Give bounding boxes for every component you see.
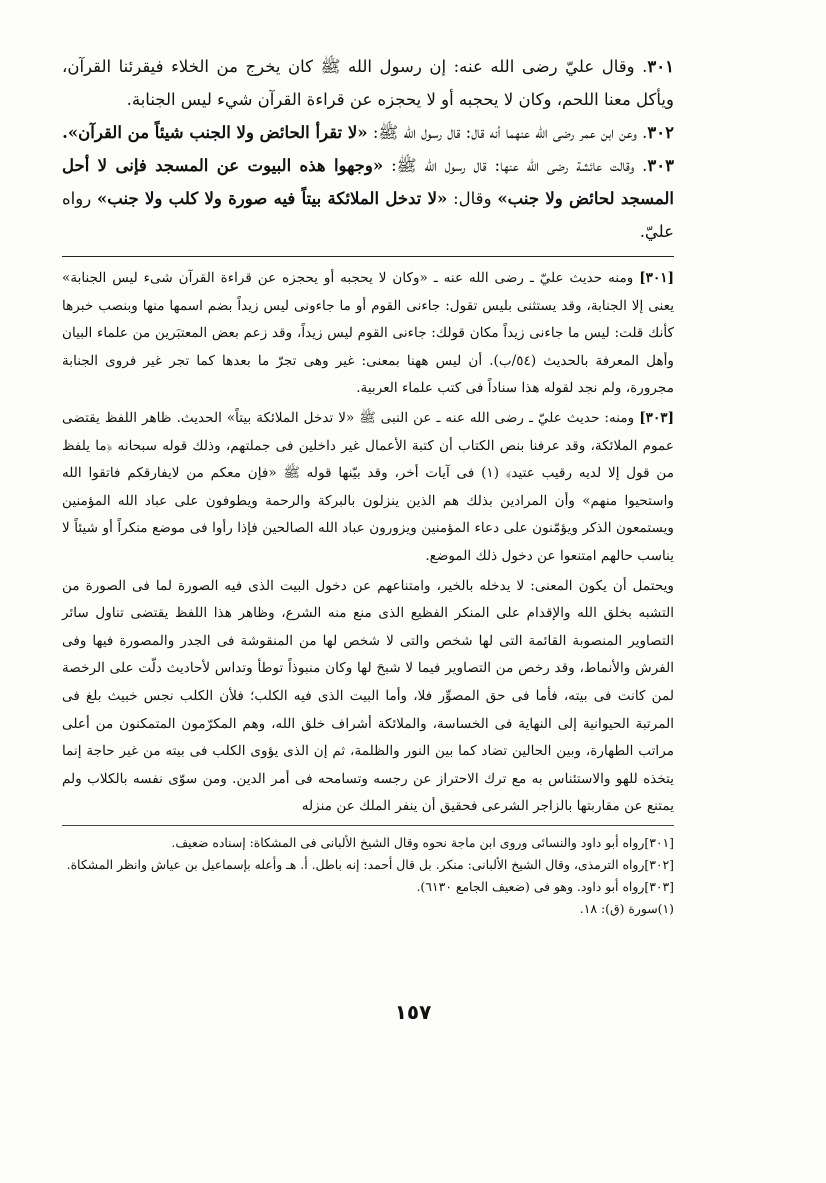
hadith-302: ٣٠٢. وعن ابن عمر رضى الله عنهما أنه قال: قال رسول الله ﷺ: «لا تقرأ الحائض ولا الجنب شيئاً من القرآن».: [62, 123, 674, 142]
hadith-text: وقال عليّ رضى الله عنه: إن رسول الله ﷺ كان يخرج من الخلاء فيقرئنا القرآن، ويأكل معنا اللحم، وكان لا يحجبه أو لا يحجزه عن قراءة القرآن شيء ليس الجنابة.: [62, 57, 674, 109]
commentary-text: ومنه: حديث عليّ ـ رضى الله عنه ـ عن النبى ﷺ «لا تدخل الملائكة بيتاً» الحديث. ظاهر اللفظ يقتضى عموم الملائكة، وقد عرفنا بنص الكتاب أن كتبة الأعمال غير داخلين فى جملتهم، وذلك قوله سبحانه ﴿ما يلفظ من قول إلا لديه رقيب عتيد﴾ (١) فى آيات أخر، وقد بيّنها قوله ﷺ «فإن معكم من لايفارقكم فاتقوا الله واستحيوا منهم» وأن المرادين بذلك هم الذين ينزلون بالبركة والرحمة ويطوفون على عباد الله المؤمنين ويستمعون الذكر ويؤمّنون على دعاء المؤمنين ويزورون عباد الله الصالحين فإذا رأوا فى موضع منكراً أو شيئاً لا يناسب حالهم امتنعوا عن دخول ذلك الموضع.: [62, 409, 675, 564]
commentary-303: [62, 405, 674, 571]
hadith-303: ٣٠٣. وقالت عائشة رضى الله عنها: قال رسول الله ﷺ: «وجهوا هذه البيوت عن المسجد فإنى لا أحل المسجد لحائض ولا جنب» وقال: «لا تدخل الملائكة بيتاً فيه صورة ولا كلب ولا جنب» رواه عليّ.: [62, 156, 675, 241]
commentary-number: [٣٠٣]: [639, 409, 674, 426]
commentary-number: [٣٠١]: [639, 270, 674, 286]
hadith-quote: «لا تقرأ الحائض ولا الجنب شيئاً من القرآن».: [62, 123, 368, 142]
hadith-intro: وقالت عائشة رضى الله عنها: قال رسول الله ﷺ:: [391, 156, 635, 175]
commentary-text: ومنه حديث عليّ ـ رضى الله عنه ـ «وكان لا يحجبه أو يحجزه عن قراءة القرآن شىء ليس الجنابة» يعنى إلا الجنابة، وقد يستثنى بليس تقول: جاءنى القوم أو ما جاءونى ليس زيداً بضم اسمها منها وبنصب خبرها كأنك قلت: ليس ما جاءنى زيداً مكان قولك: جاءنى القوم ليس زيداً، وقد زعم بعض المعتبَرين من علماء البيان وأهل المعرفة بالحديث (٥٤/ب). أن ليس ههنا بمعنى: غير وهى تجرّ ما بعدها كما تجر غير فروى الجنابة مجرورة، ولم نجد لقوله هذا سناداً فى كتب علماء العربية.: [62, 270, 674, 397]
hadith-quote: «وجهوا هذه البيوت عن المسجد فإنى لا أحل المسجد لحائض ولا جنب»: [62, 156, 675, 208]
footnote: [٣٠١]رواه أبو داود والنسائى وروى ابن ماجة نحوه وقال الشيخ الألبانى فى المشكاة: إسناده ضعيف.: [171, 834, 674, 850]
commentary-text: ويحتمل أن يكون المعنى: لا يدخله بالخير، وامتناعهم عن دخول البيت الذى فيه الصورة لما فى الصورة من التشبه بخلق الله والإقدام على المنكر الفظيع الذى منع منه الشرع، وظاهر هذا اللفظ يقتضى تناول سائر التصاوير المنصوبة القائمة التى لها شخص والتى لا شخص لها من المنقوشة فى الجدر والمصورة فيها وفى الفرش والأنماط، وقد رخص من التصاوير فيما لا شبحَ لها وكان منبوذاً توطأ وتداس لأحاديث دلّت على الرخصة لمن كانت فى بيته، فأما فى حق المصوِّر فلا، وأما البيت الذى فيه الكلب؛ فلأن الكلب نجس خبيث بلغ فى المرتبة الحيوانية إلى النهاية فى الخساسة، والملائكة أشراف خلق الله، وهم المكرّمون المتمكنون من أعلى مراتب الطهارة، وبين الحالين تضاد كما بين النور والظلمة، ثم إن الذى يؤوى الكلب فى بيته من غير حاجة إنما يتخذه للهو والاستئناس به مع ترك الاحتراز عن رجسه وتسامحه فى أمر الدين. ومن سوّى نفسه بالكلاب ولم يمتنع عن مقاربتها بالزاجر الشرعى فحقيق أن ينفر الملك عن منزله: [62, 577, 674, 815]
footnote: [٣٠٢]رواه الترمذى، وقال الشيخ الألبانى: منكر. بل قال أحمد: إنه باطل. أ. هـ وأعله بإسماعيل بن عياش وانظر المشكاة.: [66, 856, 674, 872]
commentary-301: [62, 265, 674, 403]
hadith-301: ٣٠١. وقال عليّ رضى الله عنه: إن رسول الله ﷺ كان يخرج من الخلاء فيقرئنا القرآن، ويأكل معنا اللحم، وكان لا يحجبه أو لا يحجزه عن قراءة القرآن شيء ليس الجنابة.: [62, 57, 674, 109]
hadith-end: رواه عليّ.: [62, 189, 674, 241]
footnote: (١)سورة (ق): ١٨.: [579, 900, 674, 916]
page-body: [62, 50, 674, 920]
hadith-mid: وقال:: [453, 189, 492, 208]
hadith-number: ٣٠١: [647, 57, 674, 76]
hadith-quote: «لا تدخل الملائكة بيتاً فيه صورة ولا كلب ولا جنب»: [96, 189, 448, 208]
page-number: ١٥٧: [394, 1000, 432, 1024]
hadith-number: ٣٠٢: [647, 123, 674, 142]
hadith-intro: وعن ابن عمر رضى الله عنهما أنه قال: قال رسول الله ﷺ:: [372, 123, 637, 142]
section-divider: [62, 256, 674, 257]
commentary-303-continued: [62, 573, 674, 821]
hadith-number: ٣٠٣: [647, 156, 675, 175]
footnote: [٣٠٣]رواه أبو داود. وهو فى (ضعيف الجامع ٦١٣٠).: [416, 878, 674, 894]
footnotes: [62, 825, 674, 920]
